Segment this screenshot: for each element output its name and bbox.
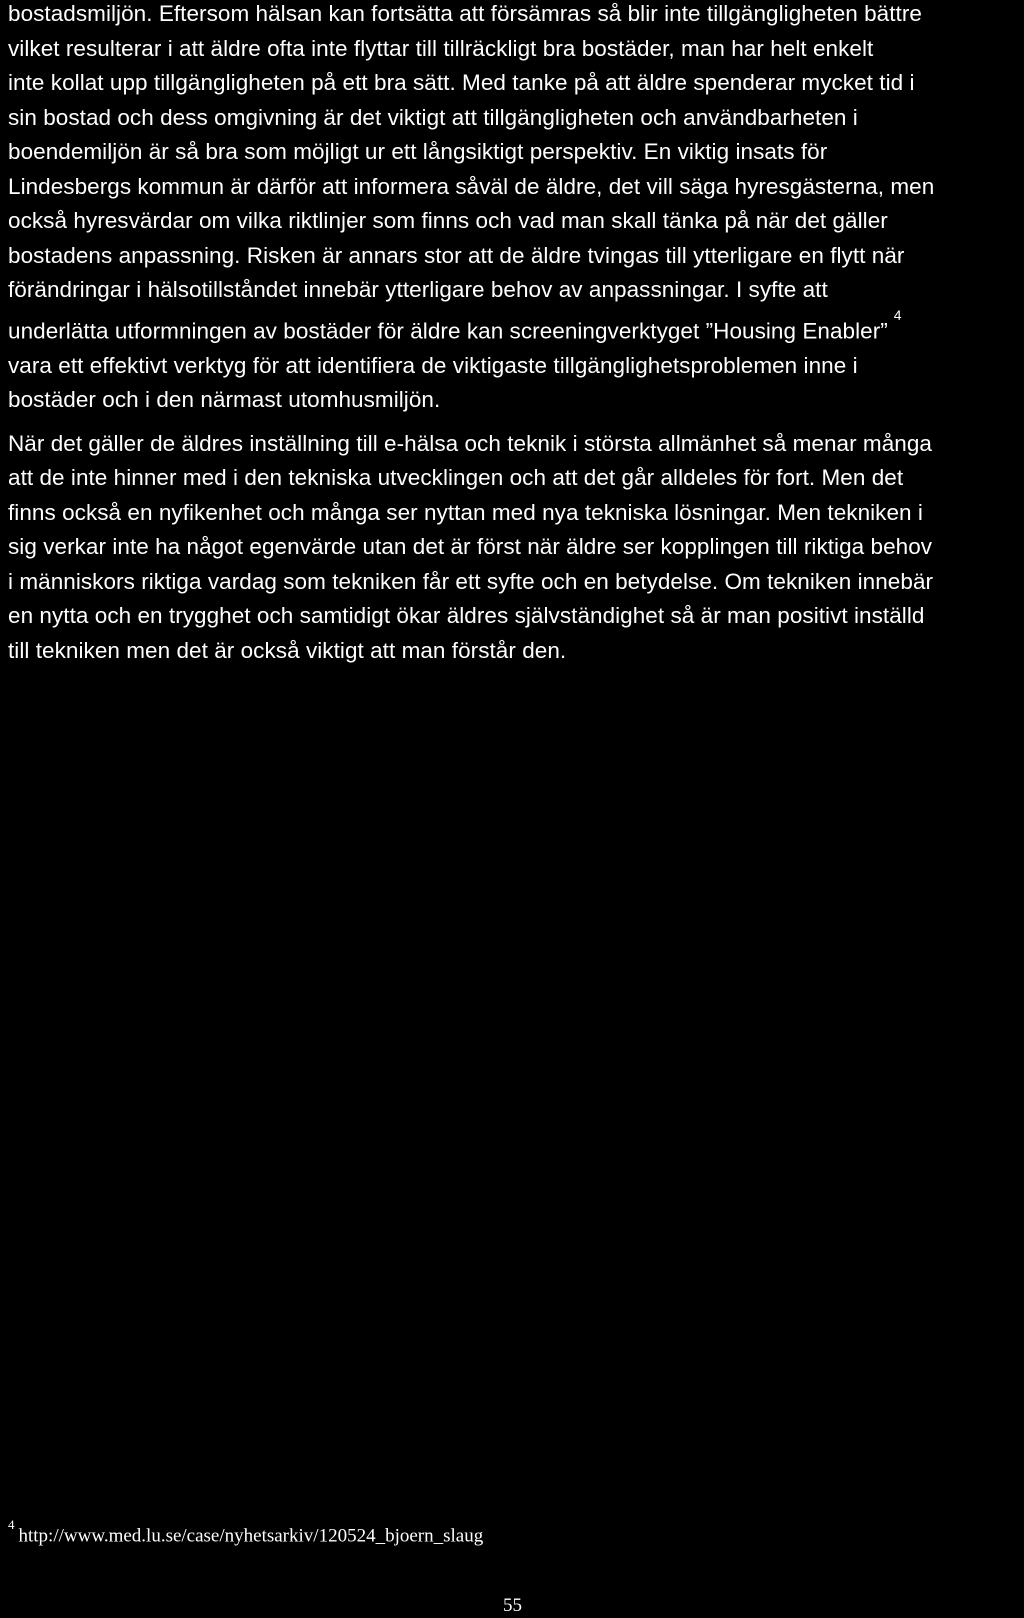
text-line-with-footnote [8, 308, 1020, 349]
text-line: att de inte hinner med i den tekniska utvecklingen och att det går alldeles för fort. Men det [8, 465, 904, 490]
text-line: till tekniken men det är också viktigt att man förstår den. [8, 637, 567, 663]
footnote [8, 1517, 484, 1547]
paragraph-housing [8, 0, 1020, 418]
text-line: i människors riktiga vardag som tekniken får ett syfte och en betydelse. Om tekniken innebär [8, 568, 934, 594]
text-line: boendemiljön är så bra som möjligt ur ett långsiktigt perspektiv. En viktig insats för [8, 139, 828, 164]
text-line: bostadens anpassning. Risken är annars stor att de äldre tvingas till ytterligare en flytt när [8, 242, 905, 268]
text-line: finns också en nyfikenhet och många ser nyttan med nya tekniska lösningar. Men tekniken i [8, 499, 923, 525]
text-line: bostäder och i den närmast utomhusmiljön. [8, 387, 441, 412]
text-line: vara ett effektivt verktyg för att identifiera de viktigaste tillgänglighetsproblemen inne i [8, 352, 858, 378]
text-segment: underlätta utformningen av bostäder för äldre kan screeningverktyget ”Housing Enabler” [8, 318, 888, 343]
page-number: 55 [503, 1595, 522, 1616]
text-line: bostadsmiljön. Eftersom hälsan kan fortsätta att försämras så blir inte tillgängligheten bättre [8, 1, 922, 26]
text-line: sig verkar inte ha något egenvärde utan det är först när äldre ser kopplingen till riktiga behov [8, 534, 933, 559]
footnote-mark: 4 [8, 1517, 15, 1532]
body-text [8, 0, 1020, 668]
footnote-link[interactable]: http://www.med.lu.se/case/nyhetsarkiv/120524_bjoern_slaug [18, 1525, 484, 1547]
text-line: Lindesbergs kommun är därför att informera såväl de äldre, det vill säga hyresgästerna, men [8, 173, 935, 199]
footnote-reference: 4 [893, 306, 902, 323]
text-line: När det gäller de äldres inställning till e-hälsa och teknik i största allmänhet så menar många [8, 430, 932, 456]
text-line: också hyresvärdar om vilka riktlinjer som finns och vad man skall tänka på när det gäller [8, 208, 888, 233]
text-line: förändringar i hälsotillståndet innebär ytterligare behov av anpassningar. I syfte att [8, 277, 828, 302]
text-line: inte kollat upp tillgängligheten på ett bra sätt. Med tanke på att äldre spenderar mycket tid i [8, 70, 915, 95]
paragraph-ehealth [8, 427, 1020, 669]
text-line: sin bostad och dess omgivning är det viktigt att tillgängligheten och användbarheten i [8, 104, 858, 130]
text-line: en nytta och en trygghet och samtidigt ökar äldres självständighet så är man positivt inställd [8, 603, 925, 628]
text-line: vilket resulterar i att äldre ofta inte flyttar till tillräckligt bra bostäder, man har helt enkelt [8, 35, 874, 61]
